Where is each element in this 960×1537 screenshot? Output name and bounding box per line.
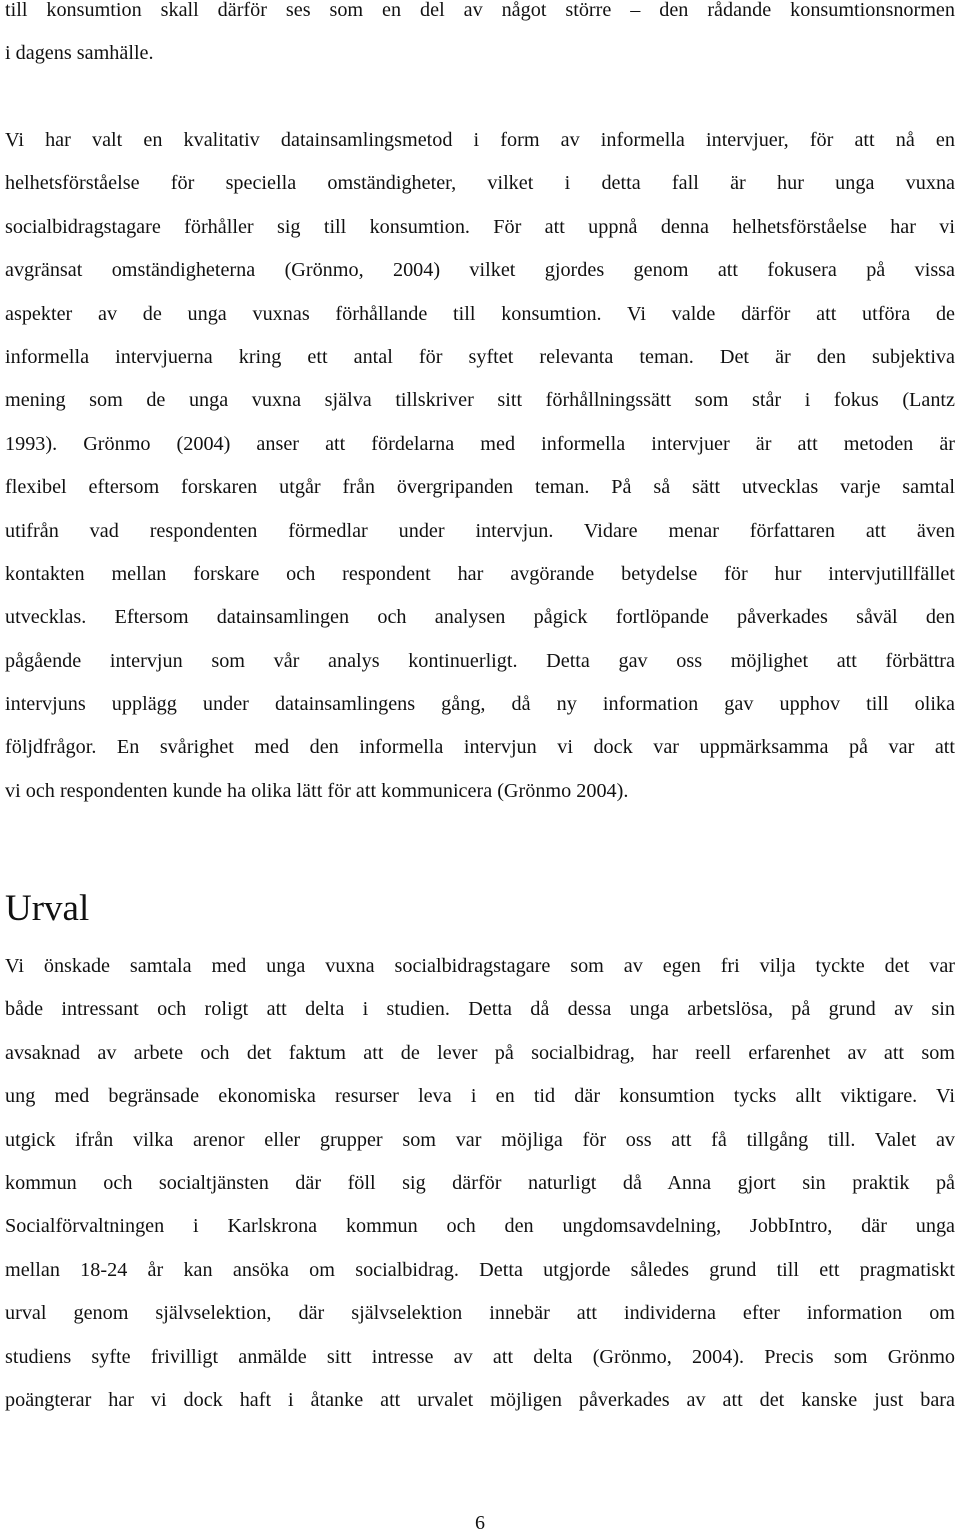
text-line: mening som de unga vuxna själva tillskriver sitt förhållningssätt som står i fokus (Lantz [5, 389, 955, 412]
text-line: Vi önskade samtala med unga vuxna socialbidragstagare som av egen fri vilja tyckte det var [5, 955, 955, 977]
text-line: informella intervjuerna kring ett antal för syftet relevanta teman. Det är den subjektiva [5, 345, 955, 368]
text-line: ung med begränsade ekonomiska resurser leva i en tid där konsumtion tycks allt viktigare. Vi [5, 1085, 955, 1108]
text-line: utifrån vad respondenten förmedlar under intervjun. Vidare menar författaren att även [5, 519, 955, 542]
text-line: poängterar har vi dock haft i åtanke att urvalet möjligen påverkades av att det kanske just bara [5, 1388, 955, 1411]
text-line: intervjuns upplägg under datainsamlingens gång, då ny information gav upphov till olika [5, 693, 955, 716]
text-line: Socialförvaltningen i Karlskrona kommun och den ungdomsavdelning, JobbIntro, där unga [5, 1215, 955, 1238]
text-line: avgränsat omständigheterna (Grönmo, 2004) vilket gjordes genom att fokusera på vissa [5, 259, 955, 282]
paragraph-sample-selection [5, 945, 955, 1422]
text-line: socialbidragstagare förhåller sig till konsumtion. För att uppnå denna helhetsförståelse har vi [5, 215, 955, 238]
text-line: pågående intervjun som vår analys kontinuerligt. Detta gav oss möjlighet att förbättra [5, 649, 955, 672]
paragraph-intro-end [5, 0, 955, 76]
text-line: studiens syfte frivilligt anmälde sitt intresse av att delta (Grönmo, 2004). Precis som Grönmo [5, 1345, 955, 1368]
text-line: Vi har valt en kvalitativ datainsamlingsmetod i form av informella intervjuer, för att nå en [5, 129, 955, 151]
text-line: 1993). Grönmo (2004) anser att fördelarna med informella intervjuer är att metoden är [5, 432, 955, 455]
text-line: avsaknad av arbete och det faktum att de lever på socialbidrag, har reell erfarenhet av att som [5, 1041, 955, 1064]
text-line: helhetsförståelse för speciella omständigheter, vilket i detta fall är hur unga vuxna [5, 172, 955, 195]
text-line: urval genom självselektion, där självselektion innebär att individerna efter information om [5, 1302, 955, 1325]
page-number: 6 [475, 1512, 485, 1534]
paragraph-data-collection-method [5, 119, 955, 813]
text-line: aspekter av de unga vuxnas förhållande till konsumtion. Vi valde därför att utföra de [5, 302, 955, 325]
text-line: utvecklas. Eftersom datainsamlingen och analysen pågick fortlöpande påverkades såväl den [5, 606, 955, 629]
text-line: till konsumtion skall därför ses som en del av något större – den rådande konsumtionsnormen [5, 0, 955, 21]
text-line: mellan 18-24 år kan ansöka om socialbidrag. Detta utgjorde således grund till ett pragmatiskt [5, 1258, 955, 1281]
section-heading: Urval [5, 888, 90, 929]
text-line: i dagens samhälle. [5, 42, 154, 65]
text-line: flexibel eftersom forskaren utgår från övergripanden teman. På så sätt utvecklas varje samtal [5, 476, 955, 499]
text-line: följdfrågor. En svårighet med den informella intervjun vi dock var uppmärksamma på var att [5, 736, 955, 759]
text-line: både intressant och roligt att delta i studien. Detta då dessa unga arbetslösa, på grund av sin [5, 998, 955, 1021]
text-line: utgick ifrån vilka arenor eller grupper som var möjliga för oss att få tillgång till. Valet av [5, 1128, 955, 1151]
text-line: kontakten mellan forskare och respondent har avgörande betydelse för hur intervjutillfället [5, 562, 955, 585]
text-line: kommun och socialtjänsten där föll sig därför naturligt då Anna gjort sin praktik på [5, 1171, 955, 1194]
text-line: vi och respondenten kunde ha olika lätt för att kommunicera (Grönmo 2004). [5, 779, 629, 802]
